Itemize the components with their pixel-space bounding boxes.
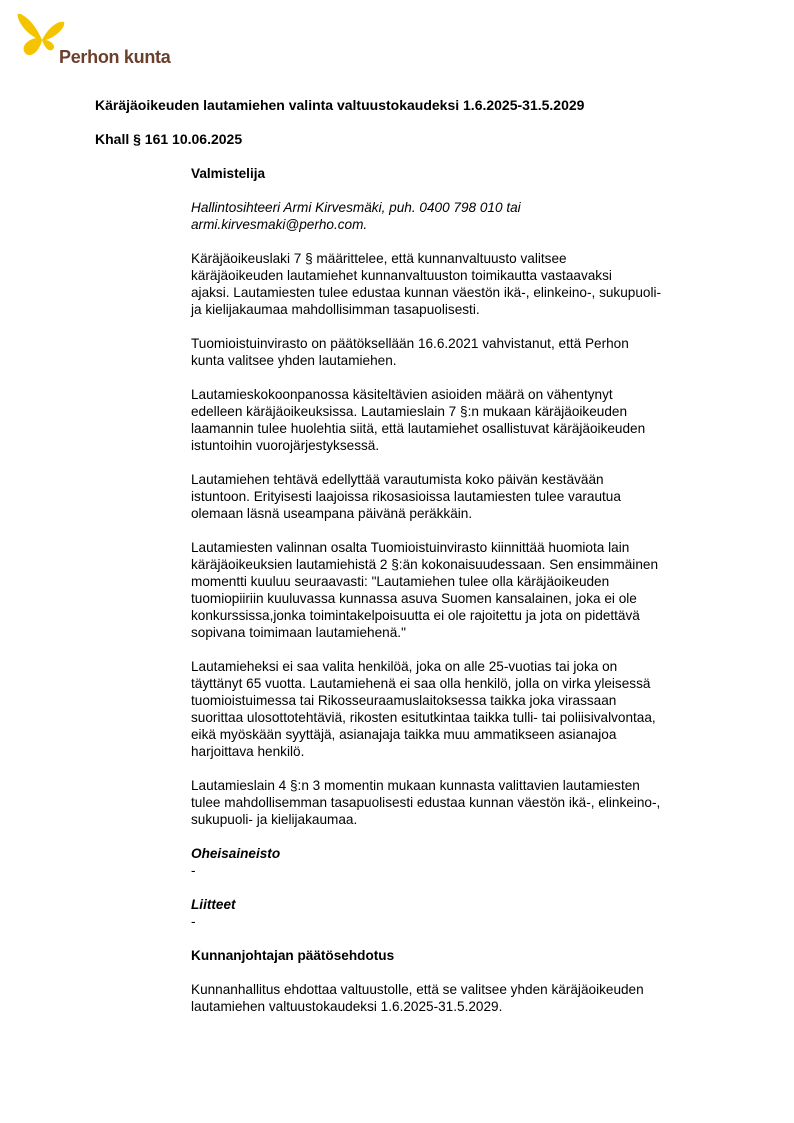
paragraph [191,250,706,318]
paragraph [191,658,706,760]
text-line: käräjäoikeuksien lautamiehistä 2 §:än kokonaisuudessaan. Sen ensimmäinen [191,557,659,572]
text-line: momentti kuuluu seuraavasti: "Lautamiehen tulee olla käräjäoikeuden [191,574,610,589]
liitteet-heading: Liitteet [191,897,236,912]
paragraph [191,471,706,522]
text-line: lautamiehen valtuustokaudeksi 1.6.2025-31.5.2029. [191,999,503,1014]
liitteet-value: - [191,914,196,929]
text-line: suorittaa ulosottotehtäviä, rikosten esitutkintaa taikka tulli- tai poliisivalvontaa, [191,710,656,725]
text-line: Kunnanhallitus ehdottaa valtuustolle, että se valitsee yhden käräjäoikeuden [191,982,644,997]
contact-line: armi.kirvesmaki@perho.com. [191,217,368,232]
text-line: Tuomioistuinvirasto on päätöksellään 16.6.2021 vahvistanut, että Perhon [191,336,629,351]
document-body [191,165,706,1015]
text-line: ajaksi. Lautamiesten tulee edustaa kunnan väestön ikä-, elinkeino-, sukupuoli- [191,285,662,300]
paragraph [191,539,706,641]
text-line: käräjäoikeuden lautamiehet kunnanvaltuuston toimikautta vastaavaksi [191,268,612,283]
text-line: eikä myöskään syyttäjä, asianajaja taikka muu ammatikseen asianajoa [191,727,617,742]
text-line: istuntoon. Erityisesti laajoissa rikosasioissa lautamiesten tulee varautua [191,489,621,504]
oheisaineisto-value: - [191,863,196,878]
ehdotus-text [191,981,706,1015]
text-line: Lautamiesten valinnan osalta Tuomioistuinvirasto kiinnittää huomiota lain [191,540,630,555]
ehdotus-heading: Kunnanjohtajan päätösehdotus [191,948,395,963]
text-line: konkurssissa,jonka toimintakelpoisuutta ei ole rajoitettu ja jota on pidettävä [191,608,640,623]
contact-line: Hallintosihteeri Armi Kirvesmäki, puh. 0400 798 010 tai [191,200,521,215]
text-line: Lautamieslain 4 §:n 3 momentin mukaan kunnasta valittavien lautamiesten [191,778,640,793]
oheisaineisto-heading: Oheisaineisto [191,846,281,861]
text-line: täyttänyt 65 vuotta. Lautamiehenä ei saa olla henkilö, jolla on virka yleisessä [191,676,651,691]
text-line: Käräjäoikeuslaki 7 § määrittelee, että kunnanvaltuusto valitsee [191,251,567,266]
paragraph [191,386,706,454]
logo [16,10,186,67]
text-line: Lautamieskokoonpanossa käsiteltävien asioiden määrä on vähentynyt [191,387,613,402]
logo-text: Perhon kunta [59,47,171,67]
text-line: tulee mahdollisemman tasapuolisesti edustaa kunnan väestön ikä-, elinkeino-, [191,795,661,810]
text-line: harjoittava henkilö. [191,744,305,759]
text-line: sukupuoli- ja kielijakaumaa. [191,812,358,827]
text-line: istuntoihin vuorojärjestyksessä. [191,438,380,453]
text-line: laamannin tulee huolehtia siitä, että lautamiehet osallistuvat käräjäoikeuden [191,421,646,436]
text-line: kunta valitsee yhden lautamiehen. [191,353,397,368]
text-line: ja kielijakaumaa mahdollisimman tasapuolisesti. [191,302,480,317]
paragraph [191,335,706,369]
text-line: edelleen käräjäoikeuksissa. Lautamieslain 7 §:n mukaan käräjäoikeuden [191,404,628,419]
text-line: Lautamiehen tehtävä edellyttää varautumista koko päivän kestävään [191,472,604,487]
text-line: Lautamieheksi ei saa valita henkilöä, joka on alle 25-vuotias tai joka on [191,659,618,674]
text-line: sopivana toimimaan lautamiehenä." [191,625,406,640]
valmistelija-heading: Valmistelija [191,166,266,181]
paragraph [191,777,706,828]
text-line: tuomioistuimessa tai Rikosseuraamuslaitoksessa taikka joka virassaan [191,693,617,708]
valmistelija-contact [191,199,706,233]
document-title: Käräjäoikeuden lautamiehen valinta valtuustokaudeksi 1.6.2025-31.5.2029 [95,97,585,113]
meeting-reference: Khall § 161 10.06.2025 [95,131,243,147]
text-line: olemaan läsnä useampana päivänä peräkkäin. [191,506,473,521]
text-line: tuomiopiiriin kuuluvassa kunnassa asuva Suomen kansalainen, joka ei ole [191,591,637,606]
